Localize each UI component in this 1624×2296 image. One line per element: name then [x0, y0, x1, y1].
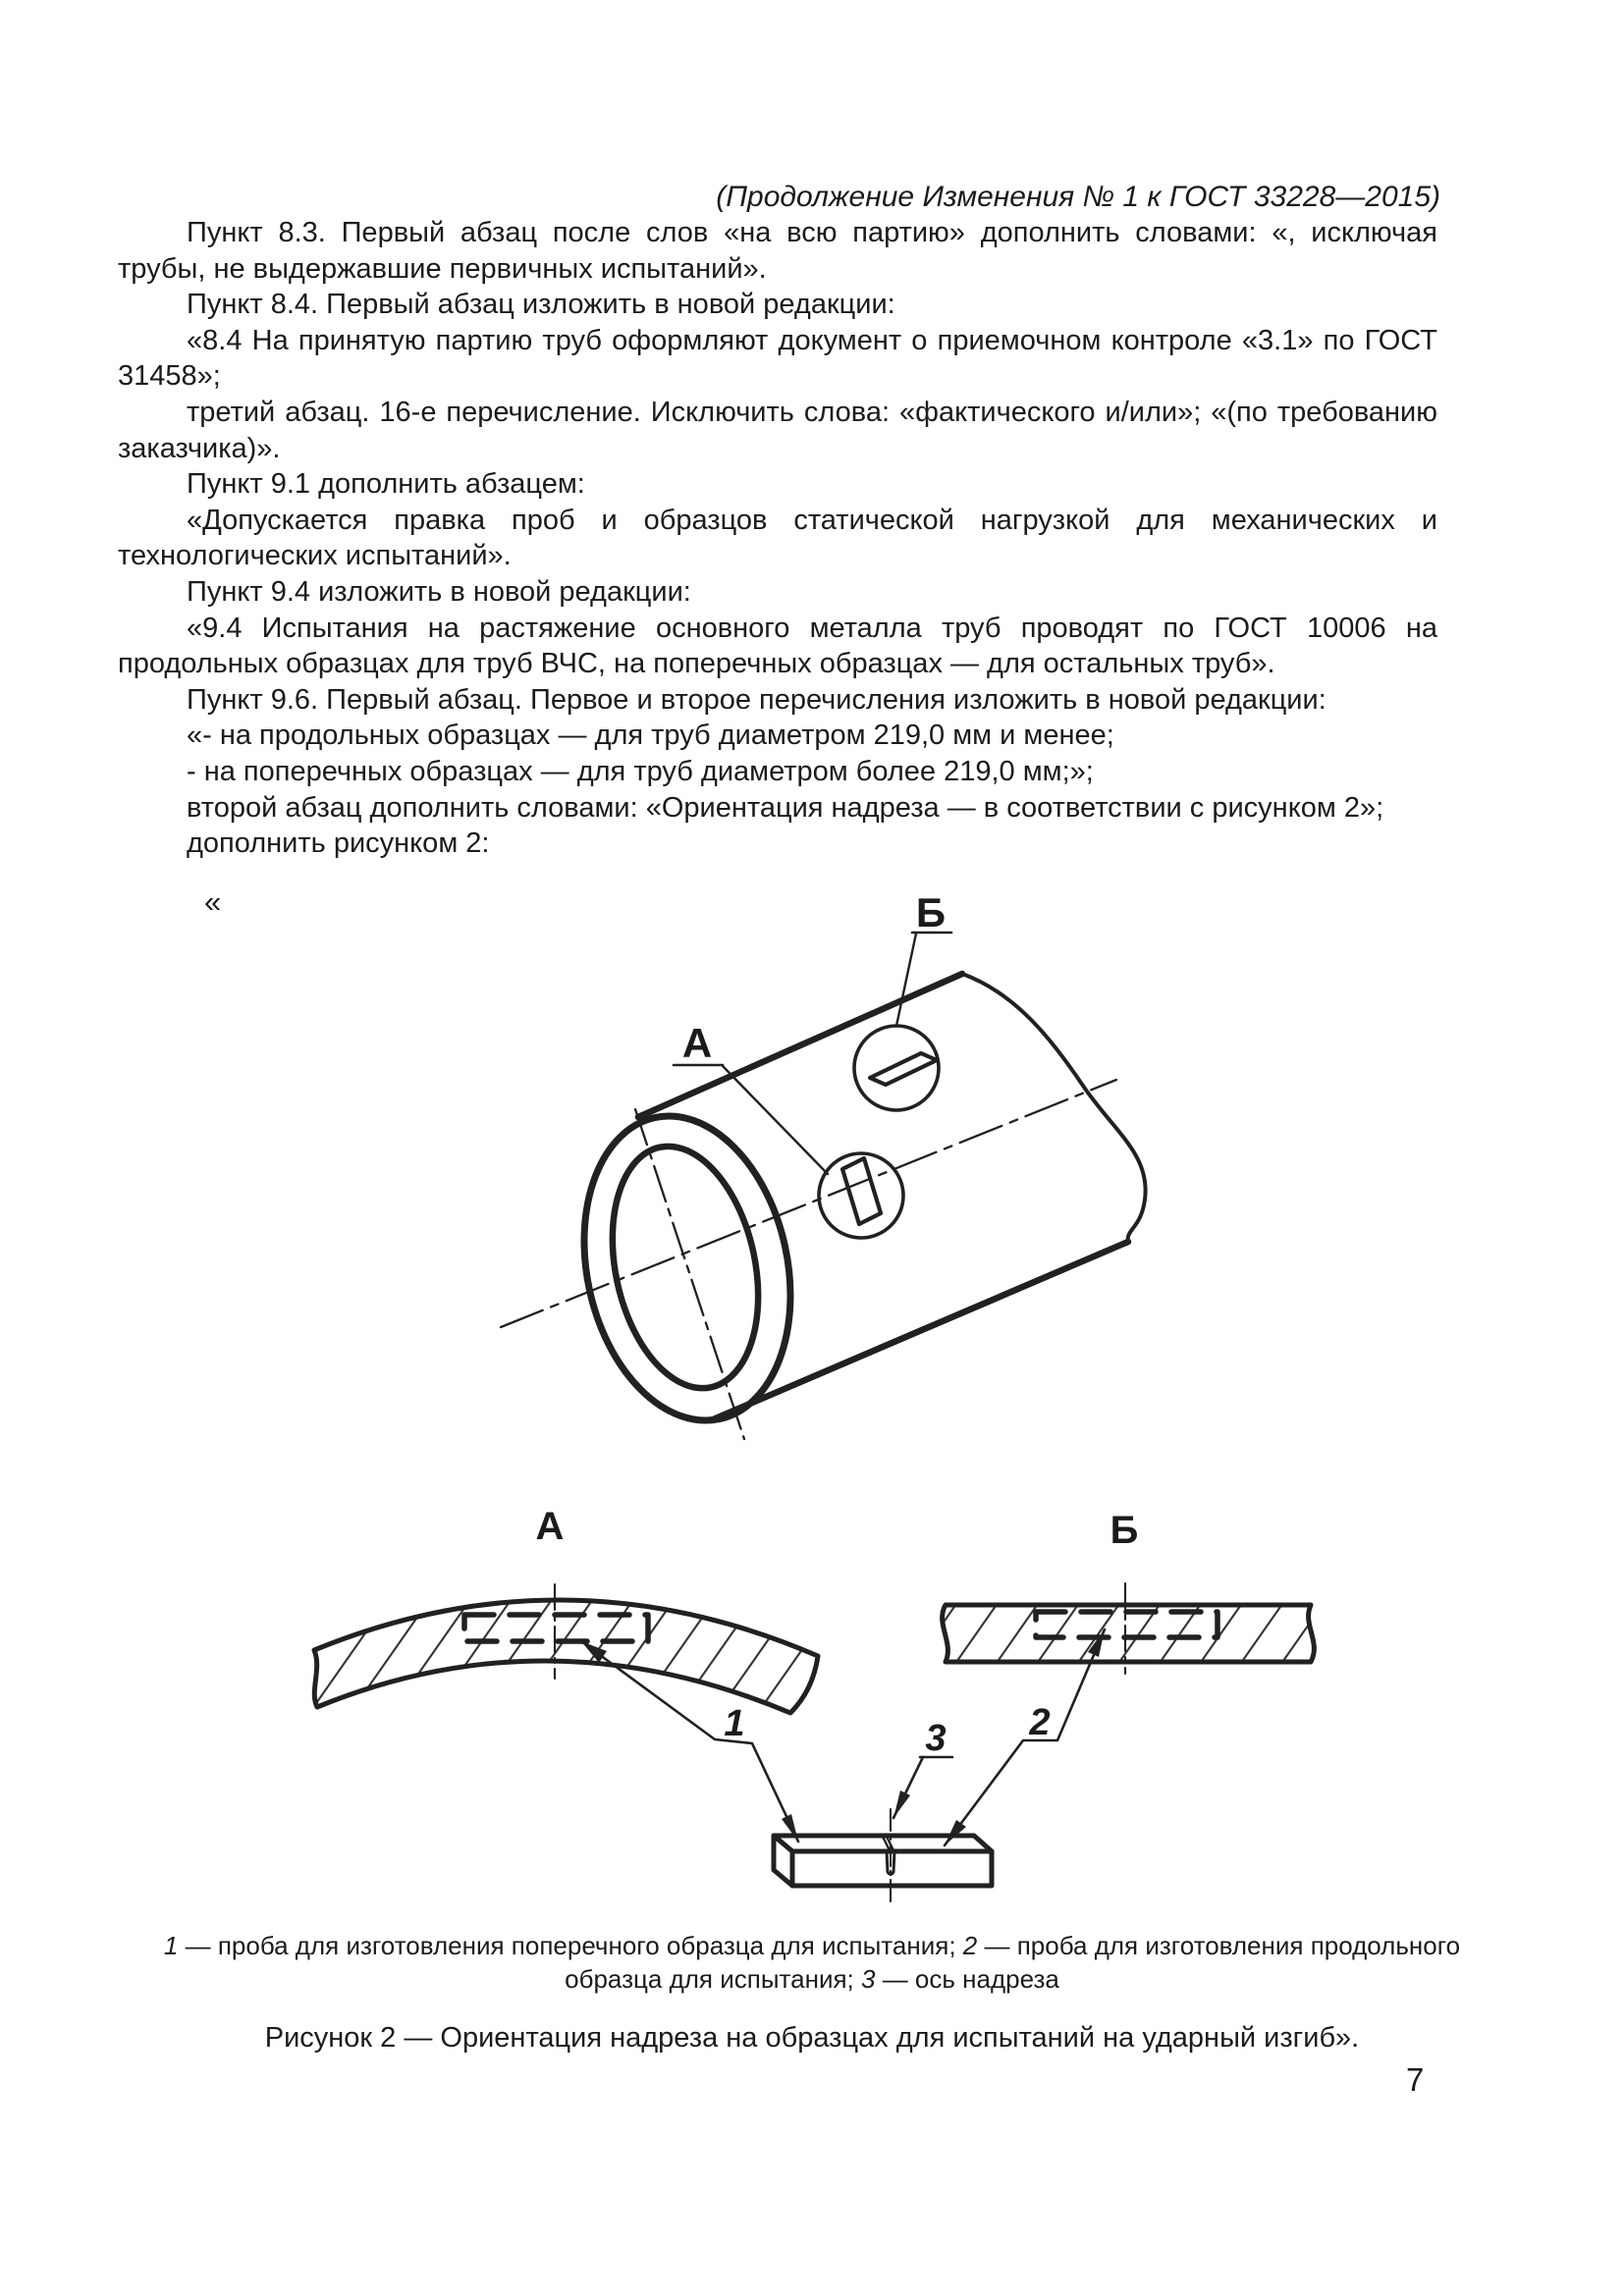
legend-text-1: — проба для изготовления поперечного образца для испытания; — [178, 1931, 963, 1960]
paragraph: «- на продольных образцах — для труб диаметром 219,0 мм и менее; — [187, 720, 1114, 752]
leader-3-arrow — [893, 1790, 910, 1818]
view-b-label: Б — [915, 889, 947, 935]
leader-2-arrow-bottom — [945, 1820, 966, 1845]
paragraph: дополнить рисунком 2: — [187, 828, 490, 860]
paragraph: Пункт 8.4. Первый абзац изложить в новой редакции: — [187, 289, 895, 321]
paragraph: второй абзац дополнить словами: «Ориентация надреза — в соответствии с рисунком 2»; — [187, 791, 1384, 824]
running-header: (Продолжение Изменения № 1 к ГОСТ 33228—2015) — [716, 181, 1440, 213]
specimen-circle-b — [854, 1026, 939, 1110]
paragraph: - на поперечных образцах — для труб диаметром более 219,0 мм;»; — [187, 755, 1094, 787]
sections-view — [314, 1505, 1314, 1904]
legend-text-2: — проба для изготовления продольного образца для испытания; — [565, 1931, 1461, 1994]
legend-text-3: — ось надреза — [875, 1963, 1059, 1994]
pipe-bottom-generator — [711, 1242, 1128, 1420]
legend-number-1: 1 — [163, 1931, 179, 1960]
legend-number-3: 3 — [861, 1963, 876, 1994]
transverse-specimen-mark — [842, 1158, 881, 1224]
paragraph: Пункт 9.6. Первый абзац. Первое и второе перечисления изложить в новой редакции: — [187, 683, 1326, 716]
view-b-leader-line — [896, 934, 916, 1026]
callout-3-label: 3 — [925, 1718, 947, 1759]
paragraph: «9.4 Испытания на растяжение основного металла труб проводят по ГОСТ 10006 на продольных образцах для труб ВЧС, на поперечных образцах — для остальных труб». — [118, 612, 1437, 680]
longitudinal-specimen-mark — [870, 1053, 937, 1085]
legend-number-2: 2 — [962, 1931, 978, 1960]
section-b-label: Б — [1110, 1509, 1139, 1552]
paragraph: третий абзац. 16-е перечисление. Исключить слова: «фактического и/или»; «(по требованию заказчика)». — [118, 396, 1437, 464]
figure-legend — [159, 1930, 1465, 1996]
section-a-label: А — [535, 1505, 565, 1548]
paragraph: «Допускается правка проб и образцов статической нагрузкой для механических и технологических испытаний». — [118, 504, 1437, 572]
block-front-face — [792, 1851, 992, 1886]
paragraph: Пункт 8.3. Первый абзац после слов «на всю партию» дополнить словами: «, исключая трубы, не выдержавшие первичных испытаний». — [118, 217, 1437, 285]
callout-2-label: 2 — [1029, 1702, 1051, 1743]
figure-open-quote: « — [204, 884, 222, 919]
callout-1-label: 1 — [724, 1703, 745, 1744]
view-a-leader-line — [723, 1066, 828, 1174]
pipe-break-line — [962, 974, 1146, 1243]
figure-caption: Рисунок 2 — Ориентация надреза на образцах для испытаний на ударный изгиб». — [264, 2022, 1360, 2054]
paragraph: Пункт 9.4 изложить в новой редакции: — [187, 575, 691, 608]
block-left-face — [774, 1836, 792, 1886]
pipe-isometric-view — [501, 889, 1146, 1440]
paragraph: «8.4 На принятую партию труб оформляют документ о приемочном контроле «3.1» по ГОСТ 31458»; — [118, 324, 1437, 393]
pipe-axis-centerline — [501, 1080, 1116, 1327]
paragraph: Пункт 9.1 дополнить абзацем: — [187, 468, 585, 501]
page-number: 7 — [1406, 2061, 1425, 2098]
view-a-label: А — [681, 1020, 713, 1066]
